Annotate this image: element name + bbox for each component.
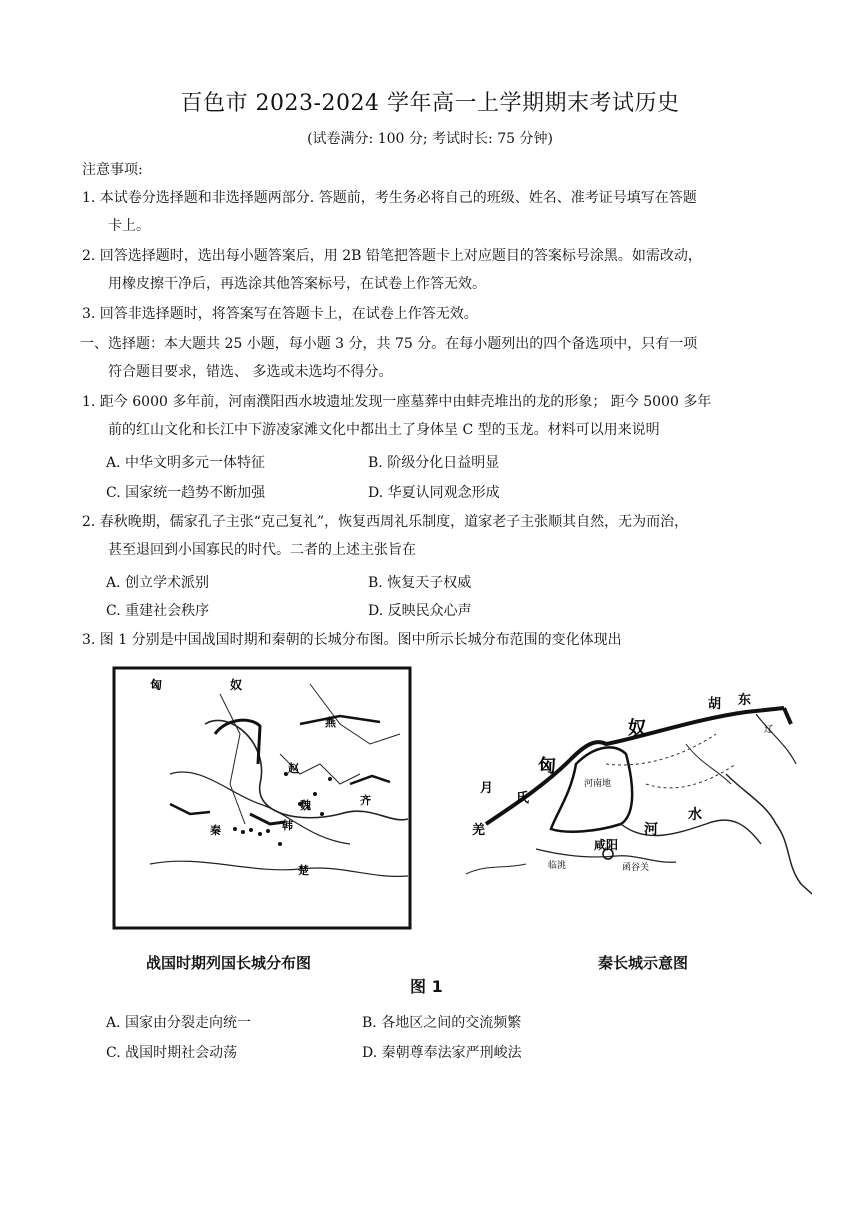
note-1-line-1: 1. 本试卷分选择题和非选择题两部分. 答题前，考生务必将自己的班级、姓名、准考证号填写在答题 bbox=[82, 190, 697, 206]
question-1-option-a: A. 中华文明多元一体特征 bbox=[106, 455, 266, 471]
section-heading-line-1: 一、选择题：本大题共 25 小题，每小题 3 分，共 75 分。在每小题列出的四个备选项中，只有一项 bbox=[80, 336, 698, 352]
map-label: 楚 bbox=[298, 864, 309, 877]
question-3-option-a: A. 国家由分裂走向统一 bbox=[106, 1015, 252, 1031]
note-2-line-2: 用橡皮擦干净后，再选涂其他答案标号，在试卷上作答无效。 bbox=[108, 276, 486, 292]
qin-wall-map bbox=[446, 674, 812, 924]
question-3-option-c: C. 战国时期社会动荡 bbox=[106, 1045, 238, 1061]
question-1-option-c: C. 国家统一趋势不断加强 bbox=[106, 485, 266, 501]
notes-heading: 注意事项: bbox=[82, 162, 143, 178]
map-label: 胡 bbox=[708, 697, 722, 712]
question-1-option-d: D. 华夏认同观念形成 bbox=[368, 485, 500, 501]
question-2-option-c: C. 重建社会秩序 bbox=[106, 603, 210, 619]
map-label: 燕 bbox=[325, 716, 336, 729]
map-label: 奴 bbox=[230, 678, 243, 692]
exam-info: (试卷满分: 100 分; 考试时长: 75 分钟) bbox=[307, 131, 553, 147]
note-2-line-1: 2. 回答选择题时，选出每小题答案后，用 2B 铅笔把答题卡上对应题目的答案标号涂黑。如需改动， bbox=[82, 248, 702, 264]
map-label: 齐 bbox=[360, 794, 371, 807]
map-label: 东 bbox=[738, 693, 752, 708]
map-label: 羌 bbox=[472, 823, 486, 838]
map-label: 奴 bbox=[628, 718, 646, 739]
question-2-option-d: D. 反映民众心声 bbox=[368, 603, 472, 619]
map-label: 匈 bbox=[538, 756, 556, 777]
right-map-caption: 秦长城示意图 bbox=[598, 954, 689, 972]
left-map-caption: 战国时期列国长城分布图 bbox=[146, 954, 312, 972]
question-3-line-1: 3. 图 1 分别是中国战国时期和秦朝的长城分布图。图中所示长城分布范围的变化体现出 bbox=[82, 632, 622, 648]
question-2-line-1: 2. 春秋晚期，儒家孔子主张“克己复礼”，恢复西周礼乐制度，道家老子主张顺其自然，无为而治， bbox=[82, 514, 689, 530]
map-label: 河 bbox=[644, 822, 658, 838]
map-label: 河南地 bbox=[584, 779, 612, 789]
note-3-line-1: 3. 回答非选择题时，将答案写在答题卡上，在试卷上作答无效。 bbox=[82, 306, 478, 322]
map-label: 辽 bbox=[764, 725, 774, 735]
question-2-option-b: B. 恢复天子权威 bbox=[368, 575, 472, 591]
note-1-line-2: 卡上。 bbox=[108, 218, 150, 234]
figure-label: 图 1 bbox=[410, 977, 443, 996]
map-label: 月 bbox=[480, 781, 494, 796]
map-label: 临洮 bbox=[548, 861, 567, 871]
map-label: 氏 bbox=[516, 791, 530, 806]
question-3-option-d: D. 秦朝尊奉法家严刑峻法 bbox=[362, 1045, 522, 1061]
warring-states-map bbox=[110, 664, 414, 932]
question-1-line-1: 1. 距今 6000 多年前，河南濮阳西水坡遗址发现一座墓葬中由蚌壳堆出的龙的形象； 距今 5000 多年 bbox=[82, 394, 712, 410]
map-label: 秦 bbox=[210, 824, 221, 837]
question-1-line-2: 前的红山文化和长江中下游凌家滩文化中都出土了身体呈 C 型的玉龙。材料可以用来说明 bbox=[108, 422, 660, 438]
question-2-option-a: A. 创立学术派别 bbox=[106, 575, 210, 591]
page-title: 百色市 2023-2024 学年高一上学期期末考试历史 bbox=[180, 91, 680, 116]
map-label: 咸阳 bbox=[594, 838, 619, 852]
map-label: 匈 bbox=[150, 678, 163, 692]
question-2-line-2: 甚至退回到小国寡民的时代。二者的上述主张旨在 bbox=[108, 542, 416, 558]
question-3-option-b: B. 各地区之间的交流频繁 bbox=[362, 1015, 522, 1031]
map-label: 韩 bbox=[282, 819, 293, 832]
map-label: 魏 bbox=[300, 799, 311, 812]
section-heading-line-2: 符合题目要求，错选、 多选或未选均不得分。 bbox=[108, 364, 393, 380]
map-label: 函谷关 bbox=[622, 863, 650, 873]
question-1-option-b: B. 阶级分化日益明显 bbox=[368, 455, 500, 471]
map-label: 水 bbox=[688, 807, 702, 823]
map-label: 赵 bbox=[288, 762, 299, 775]
